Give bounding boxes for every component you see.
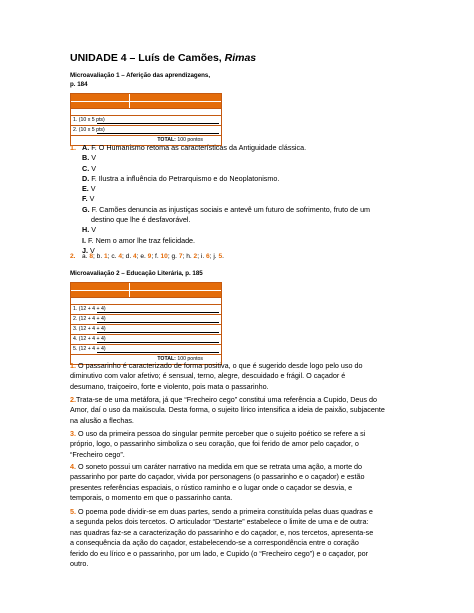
m1-page: p. 184 [70,81,88,88]
answer-row: D. F. Ilustra a influência do Petrarquismo e do Neoplatonismo. [82,173,280,183]
m2-heading: Microavaliação 2 – Educação Literária, p. 185 [70,270,203,277]
answer-row: E. V [82,184,96,194]
pair-value: 2 [191,253,198,260]
pair-value: 9 [145,253,152,260]
grid-total: TOTAL: 100 pontos [71,135,221,145]
grid-row: 1. (12 + 4 + 4) [71,304,221,314]
pair-key: b. [96,253,103,260]
grid-row: 5. (12 + 4 + 4) [71,344,221,354]
answer-paragraph-3: 3. O uso da primeira pessoa do singular permite perceber que o sujeito poético se refere a si próprio, logo, o passarinho simboliza o seu coração, que foi ferido de amor pelo caçador, o “Frecheiro cego”. [70,429,366,459]
answer-row: G. F. Camões denuncia as injustiças sociais e antevê um futuro de sofrimento, fruto de um [82,204,371,214]
grid-row: 1. (10 x 5 pts) [71,115,221,125]
pair-value: 5 [216,253,223,260]
answer-row: B. V [82,153,96,163]
answer-paragraph-5: 5. O poema pode dividir-se em duas partes, sendo a primeira constituída pelas duas quadras e a segunda pelos dois tercetos. O articulador “Destarte” estabelece o limite de uma e de outra: nas quadras faz-se a caracterização do passarinho e do caçador, e, nos tercetos, apresenta-se a consequência da ação do caçador, estabelecendo-se a correspondência entre o coração ferido do eu lírico e o passarinho, por um lado, e Cupido (o “Frecheiro cego”) e o caçador, por outro. [70,507,374,569]
pair-key: i. [200,253,205,260]
grid-row: 3. (12 + 4 + 4) [71,324,221,334]
pair-value: 4 [116,253,122,260]
answers-q2: 2. a. 8; b. 1; c. 4; d. 4; e. 9; f. 10; g. 7; h. 2; i. 6; j. 5. [70,253,224,260]
answer-row: C. V [82,163,96,173]
answer-paragraph-2: 2.Trata-se de uma metáfora, já que “Frecheiro cego” constitui uma referência a Cupido, Deus do Amor, daí o uso da maiúscula. Desta forma, o sujeito lírico intensifica a ideia de paixão, subjacente na alusão a flechas. [70,395,385,425]
unit-title: UNIDADE 4 – Luís de Camões, Rimas [70,52,257,64]
grid-header [71,94,221,108]
m1-score-grid [70,93,222,146]
answer-row: I. F. Nem o amor lhe traz felicidade. [82,235,196,245]
pair-key: f. [155,253,159,260]
answer-paragraph-1: 1. O passarinho é caracterizado de forma positiva, o que é sugerido desde logo pelo uso do diminutivo com valor afetivo; é sensual, terno, alegre, descuidado e frágil. O caçador é desumano, traiçoeiro, forte e violento, pois mata o passarinho. [70,361,363,391]
grid-total: TOTAL: 100 pontos [71,354,221,364]
pair-key: h. [186,253,192,260]
grid-row: 2. (10 x 5 pts) [71,125,221,135]
pair-value: 1 [102,253,108,260]
grid-row: 2. (12 + 4 + 4) [71,314,221,324]
pair-key: j. [213,253,217,260]
pair-value: 8 [87,253,93,260]
pair-value: 10 [158,253,168,260]
pair-key: d. [125,253,132,260]
answers-q1 [70,143,410,256]
answer-row: 1. A. F. O Humanismo retoma as características da Antiguidade clássica. [70,143,307,152]
pair-value: 4 [131,253,137,260]
pair-key: g. [171,253,178,260]
pair-key: c. [111,253,117,260]
m1-heading: Microavaliação 1 – Aferição das aprendizagens, [70,72,211,79]
answer-row: F. V [82,194,95,204]
pair-key: e. [140,253,146,260]
pair-value: 6 [204,253,210,260]
q2-matching: a. 8; b. 1; c. 4; d. 4; e. 9; f. 10; g. 7; h. 2; i. 6; j. 5. [82,253,224,260]
answer-row: J. V [82,245,95,255]
grid-row: 4. (12 + 4 + 4) [71,334,221,344]
pair-value: 7 [177,253,183,260]
answer-row: H. V [82,225,96,235]
grid-header [71,283,221,297]
answer-row: destino que lhe é desfavorável. [91,215,191,225]
m2-score-grid [70,282,222,365]
pair-key: a. [82,253,88,260]
answer-paragraph-4: 4. O soneto possui um caráter narrativo na medida em que se retrata uma ação, a morte do passarinho por parte do caçador, vivida por personagens (o passarinho e o caçador) e estão presentes referências espaciais, o rústico raminho e o lugar onde o caçador se desvia, e temporais, o momento em que o passarinho canta. [70,462,365,503]
